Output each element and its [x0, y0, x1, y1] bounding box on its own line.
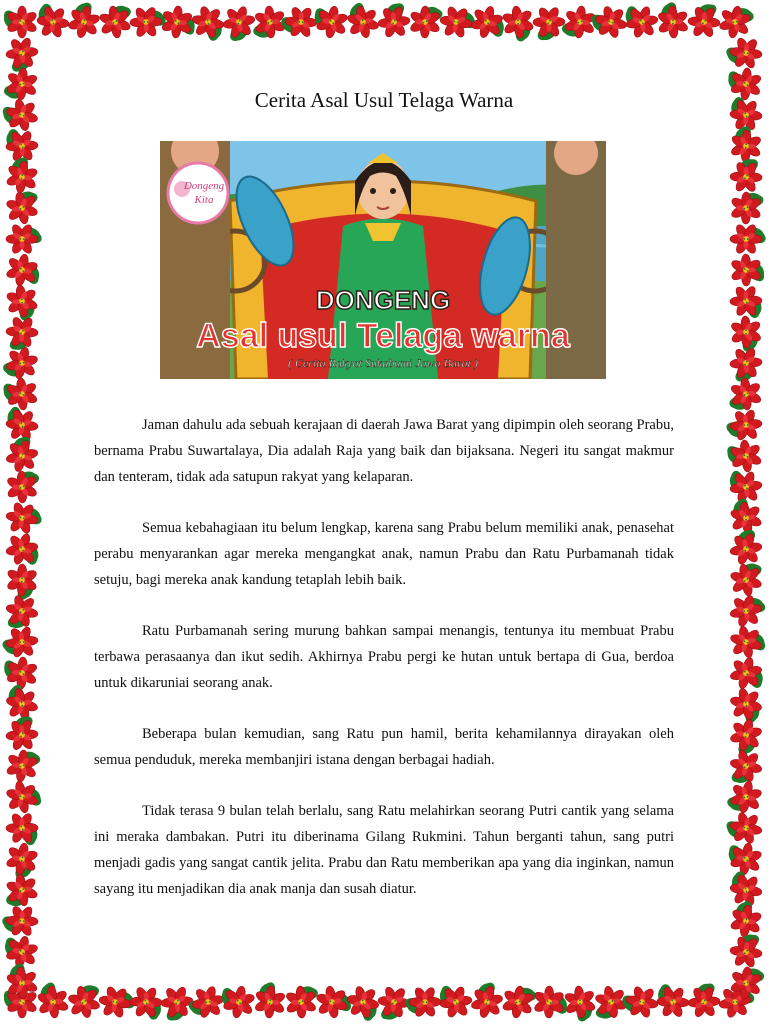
poinsettia-flower-icon — [726, 715, 767, 759]
poinsettia-flower-icon — [275, 0, 323, 45]
poinsettia-flower-icon — [27, 0, 76, 44]
poinsettia-flower-icon — [160, 5, 200, 40]
poinsettia-flower-icon — [0, 152, 43, 198]
poinsettia-flower-icon — [5, 713, 40, 752]
logo-text-line2: Kita — [194, 194, 214, 206]
poinsettia-flower-icon — [5, 315, 39, 354]
poinsettia-flower-icon — [399, 980, 447, 1024]
poinsettia-flower-icon — [730, 254, 768, 287]
poinsettia-flower-icon — [726, 653, 768, 694]
poinsettia-flower-icon — [0, 740, 47, 789]
poinsettia-flower-icon — [721, 808, 767, 850]
story-paragraph: Ratu Purbamanah sering murung bahkan sampai menangis, tentunya itu membuat Prabu terbawa perasaanya dan ikut sedih. Akhirnya Prabu pergi ke hutan untuk bertapa di Gua, berdoa untuk dikaruniai seorang anak. — [94, 623, 674, 691]
poinsettia-flower-icon — [0, 278, 48, 327]
poinsettia-flower-icon — [726, 555, 768, 601]
story-paragraph: Jaman dahulu ada sebuah kerajaan di daerah Jawa Barat yang dipimpin oleh seorang Prabu, bernama Prabu Suwartalaya, Dia adalah Raja yang baik dan bijaksana. Negeri itu sangat makmur dan tenteram, tidak ada satupun rakyat yang kelaparan. — [94, 417, 674, 485]
poinsettia-flower-icon — [3, 251, 46, 289]
illustration-title-small: DONGENG — [315, 285, 451, 315]
story-paragraph: Tidak terasa 9 bulan telah berlalu, sang Ratu melahirkan seorang Putri cantik yang selama ini meraka dambakan. Putri itu diberinama Gilang Rukmini. Tahun berganti tahun, sang putri menjadi gadis yang sangat cantik jelita. Prabu dan Ratu memberikan apa yang dia inginkan, namun sayang itu menjadikan dia anak manja dan susah diatur. — [94, 803, 674, 897]
poinsettia-flower-icon — [727, 622, 768, 662]
poinsettia-flower-icon — [467, 2, 511, 43]
story-body — [94, 412, 674, 927]
poinsettia-flower-icon — [1, 6, 38, 38]
story-paragraph: Semua kebahagiaan itu belum lengkap, karena sang Prabu belum memiliki anak, penasehat perabu menyarankan agar mereka mengangkat anak, namun Prabu dan Ratu Purbamanah tidak setuju, bagi mereka anak kandung tetaplah lebih baik. — [94, 520, 674, 588]
poinsettia-flower-icon — [687, 980, 722, 1019]
poinsettia-flower-icon — [724, 310, 768, 359]
poinsettia-flower-icon — [0, 461, 46, 509]
poinsettia-flower-icon — [729, 155, 762, 193]
poinsettia-flower-icon — [533, 6, 566, 44]
poinsettia-flower-icon — [0, 377, 39, 412]
poinsettia-flower-icon — [220, 3, 258, 46]
story-illustration — [160, 141, 606, 379]
poinsettia-flower-icon — [727, 526, 765, 568]
logo-text-line1: Dongeng — [183, 180, 225, 192]
poinsettia-flower-icon — [124, 0, 172, 44]
poinsettia-flower-icon — [376, 0, 412, 40]
poinsettia-flower-icon — [2, 432, 42, 475]
poinsettia-flower-icon — [723, 438, 764, 474]
poinsettia-flower-icon — [466, 978, 507, 1022]
poinsettia-flower-icon — [0, 869, 43, 915]
poinsettia-flower-icon — [723, 896, 767, 942]
poinsettia-flower-icon — [687, 0, 722, 39]
poinsettia-flower-icon — [723, 840, 765, 878]
poinsettia-flower-icon — [720, 32, 767, 76]
poinsettia-flower-icon — [28, 976, 76, 1024]
poinsettia-flower-icon — [586, 2, 631, 43]
page-title: Cerita Asal Usul Telaga Warna — [254, 88, 514, 112]
poinsettia-flower-icon — [0, 656, 39, 691]
poinsettia-flower-icon — [0, 558, 46, 606]
illustration-title-big: Asal usul Telaga warna — [196, 317, 570, 355]
poinsettia-flower-icon — [495, 976, 543, 1024]
poinsettia-flower-icon — [724, 182, 768, 230]
poinsettia-flower-icon — [723, 373, 768, 420]
poinsettia-flower-icon — [63, 0, 104, 42]
poinsettia-flower-icon — [617, 981, 663, 1024]
poinsettia-flower-icon — [533, 986, 571, 1019]
illustration-subtitle: ( Cerita Rakyat Sukabumi Jawa Barat ) — [288, 356, 478, 370]
poinsettia-flower-icon — [3, 777, 46, 816]
story-paragraph: Beberapa bulan kemudian, sang Ratu pun hamil, berita kehamilannya dirayakan oleh semua penduduk, mereka membanjiri istana dengan berbagai hadiah. — [94, 726, 674, 768]
poinsettia-flower-icon — [2, 592, 41, 635]
